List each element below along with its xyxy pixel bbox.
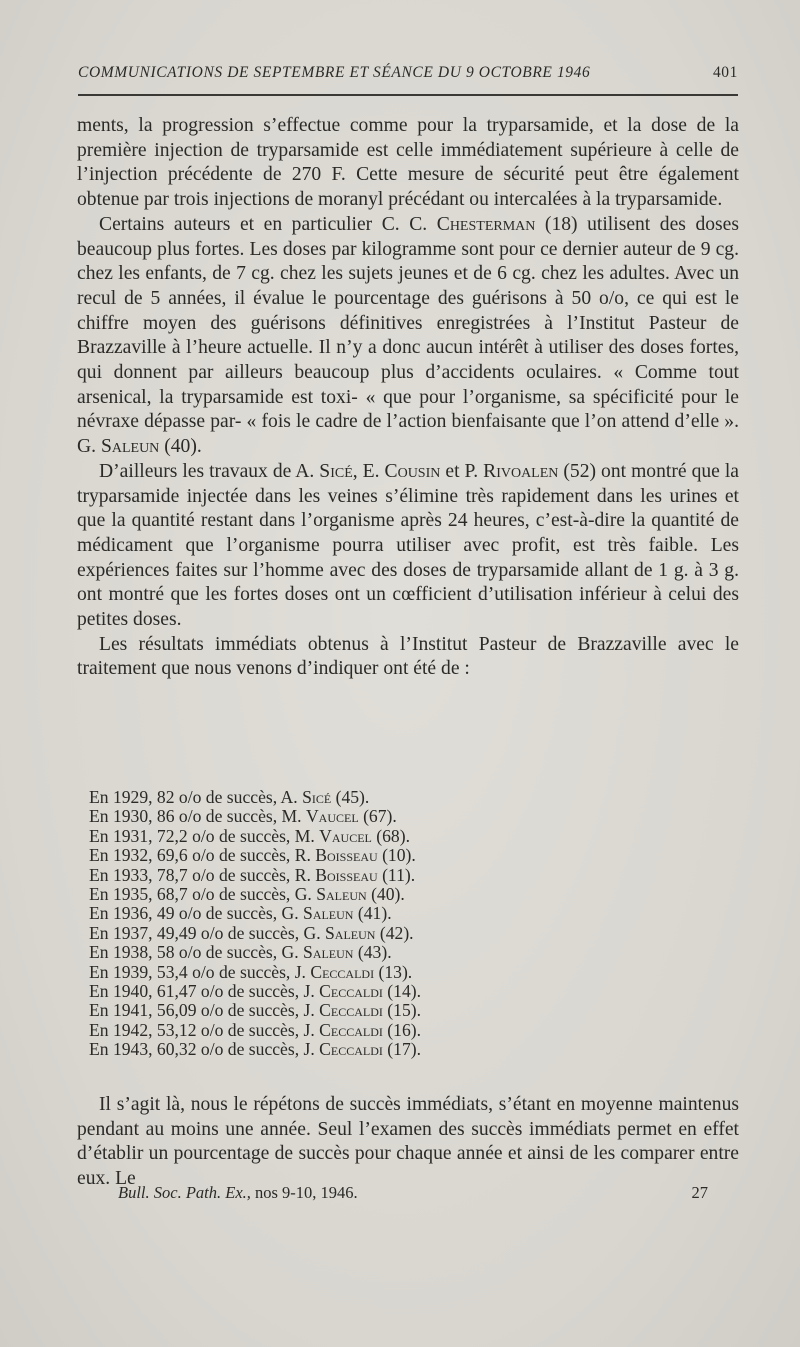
paragraph-1: ments, la progression s’effectue comme pour la tryparsamide, et la dose de la première injection de tryparsamide est celle immédiatement supérieure à celle de l’injection précédente de 270 F. Cette mesure de sécurité peut être également obtenue par trois injections de moranyl précédant ou intercalées à la tryparsamide. <box>77 115 739 211</box>
paragraph-5: Il s’agit là, nous le répétons de succès immédiats, s’étant en moyenne maintenus pendant au moins une année. Seul l’examen des succès immédiats permet en effet d’établir un pourcentage de succès pour chaque année et ainsi de les comparer entre eux. Le <box>77 1094 739 1190</box>
list-item <box>89 827 689 846</box>
author-name: Chesterman <box>436 213 536 235</box>
author-name: Ceccaldi <box>319 1039 383 1060</box>
author-name: Boisseau <box>315 845 378 866</box>
result-ref: (14). <box>382 981 421 1002</box>
author-name: Boisseau <box>315 864 378 885</box>
list-item <box>89 807 689 826</box>
result-ref: (17). <box>382 1039 421 1060</box>
paragraph-4: Les résultats immédiats obtenus à l’Institut Pasteur de Brazzaville avec le traitement que nous venons d’indiquer ont été de : <box>77 633 739 680</box>
results-list <box>89 788 689 1060</box>
author-name: Saleun <box>325 922 376 943</box>
running-title: COMMUNICATIONS DE SEPTEMBRE ET SÉANCE DU 9 OCTOBRE 1946 <box>78 64 591 81</box>
result-text: En 1931, 72,2 o/o de succès, M. <box>89 825 320 846</box>
result-ref: (41). <box>353 903 392 924</box>
header-rule <box>78 94 738 96</box>
paragraph-3-text-c: et P. <box>440 460 484 482</box>
paragraph-3-text-a: D’ailleurs les travaux de A. <box>99 460 320 482</box>
paragraph-3 <box>77 460 739 633</box>
author-name: Sicé <box>319 460 353 482</box>
closing-text <box>77 1093 739 1192</box>
page-footer <box>118 1183 708 1203</box>
author-name: Saleun <box>100 436 160 458</box>
list-item <box>89 924 689 943</box>
result-ref: (45). <box>331 787 370 807</box>
list-item <box>89 943 689 962</box>
author-name: Cousin <box>384 460 441 482</box>
result-text: En 1940, 61,47 o/o de succès, J. <box>89 981 320 1002</box>
signature-mark: 27 <box>691 1183 708 1202</box>
list-item <box>89 866 689 885</box>
author-name: Ceccaldi <box>319 1019 383 1040</box>
author-name: Ceccaldi <box>310 961 375 982</box>
paragraph-2-text-a: Certains auteurs et en particulier C. C. <box>99 213 437 235</box>
result-ref: (10). <box>377 845 416 866</box>
list-item <box>89 788 689 807</box>
author-name: Vaucel <box>305 806 359 827</box>
journal-citation: Bull. Soc. Path. Ex., <box>118 1183 251 1202</box>
author-name: Rivoalen <box>483 460 559 482</box>
paragraph-2-text-c: (40). <box>159 436 202 458</box>
result-text: En 1938, 58 o/o de succès, G. <box>89 942 304 963</box>
result-ref: (43). <box>353 942 392 963</box>
body-text <box>77 114 739 682</box>
author-name: Ceccaldi <box>319 1000 383 1021</box>
list-item <box>89 1021 689 1040</box>
result-ref: (15). <box>382 1000 421 1021</box>
result-ref: (11). <box>377 864 416 885</box>
result-text: En 1942, 53,12 o/o de succès, J. <box>89 1019 320 1040</box>
list-item <box>89 885 689 904</box>
paragraph-2 <box>77 213 739 460</box>
result-ref: (40). <box>366 884 405 905</box>
result-ref: (13). <box>374 961 413 982</box>
list-item <box>89 963 689 982</box>
list-item <box>89 1040 689 1059</box>
running-header <box>78 64 738 82</box>
result-text: En 1936, 49 o/o de succès, G. <box>89 903 304 924</box>
author-name: Sicé <box>302 787 332 807</box>
result-ref: (67). <box>358 806 397 827</box>
paragraph-3-text-d: (52) ont montré que la tryparsamide injectée dans les veines s’élimine très rapidement dans les urines et que la quantité restant dans l’organisme après 24 heures, c’est-à-dire la quantité de médicament que l’organisme pourra utiliser avec profit, est très faible. Les expériences faites sur l’homme avec des doses de tryparsamide allant de 1 g. à 3 g. ont montré que les fortes doses ont un cœfficient d’utilisation inférieur à celui des petites doses. <box>77 460 739 631</box>
list-item <box>89 846 689 865</box>
page-number: 401 <box>712 64 738 81</box>
list-item <box>89 1001 689 1020</box>
paragraph-2-text-b: (18) utilisent des doses beaucoup plus fortes. Les doses par kilogramme sont pour ce dernier auteur de 9 cg. chez les enfants, de 7 cg. chez les sujets jeunes et de 6 cg. chez les adultes. Avec un recul de 5 années, il évalue le pourcentage des guérisons à 50 o/o, ce qui est le chiffre moyen des guérisons définitives enregistrées à l’Institut Pasteur de Brazzaville à l’heure actuelle. Il n’y a donc aucun intérêt à utiliser des doses fortes, qui donnent par ailleurs beaucoup plus d’accidents oculaires. « Comme tout arsenical, la tryparsamide est toxi- « que pour l’organisme, sa spécificité pour le névraxe dépasse par- « fois le cadre de l’action bienfaisante que l’on attend d’elle ». G. <box>77 213 739 458</box>
result-ref: (68). <box>371 825 410 846</box>
list-item <box>89 904 689 923</box>
result-text: En 1933, 78,7 o/o de succès, R. <box>89 864 316 885</box>
result-text: En 1937, 49,49 o/o de succès, G. <box>89 922 326 943</box>
result-text: En 1935, 68,7 o/o de succès, G. <box>89 884 317 905</box>
author-name: Saleun <box>316 884 367 905</box>
result-text: En 1939, 53,4 o/o de succès, J. <box>89 961 311 982</box>
paragraph-3-text-b: , E. <box>352 460 385 482</box>
result-ref: (16). <box>382 1019 421 1040</box>
result-ref: (42). <box>375 922 414 943</box>
result-text: En 1941, 56,09 o/o de succès, J. <box>89 1000 320 1021</box>
result-text: En 1929, 82 o/o de succès, A. <box>89 787 303 807</box>
result-text: En 1943, 60,32 o/o de succès, J. <box>89 1039 320 1060</box>
author-name: Ceccaldi <box>319 981 383 1002</box>
author-name: Saleun <box>303 942 354 963</box>
journal-issue: nos 9-10, 1946. <box>250 1183 358 1202</box>
list-item <box>89 982 689 1001</box>
result-text: En 1930, 86 o/o de succès, M. <box>89 806 306 827</box>
author-name: Saleun <box>303 903 354 924</box>
result-text: En 1932, 69,6 o/o de succès, R. <box>89 845 316 866</box>
author-name: Vaucel <box>319 825 372 846</box>
